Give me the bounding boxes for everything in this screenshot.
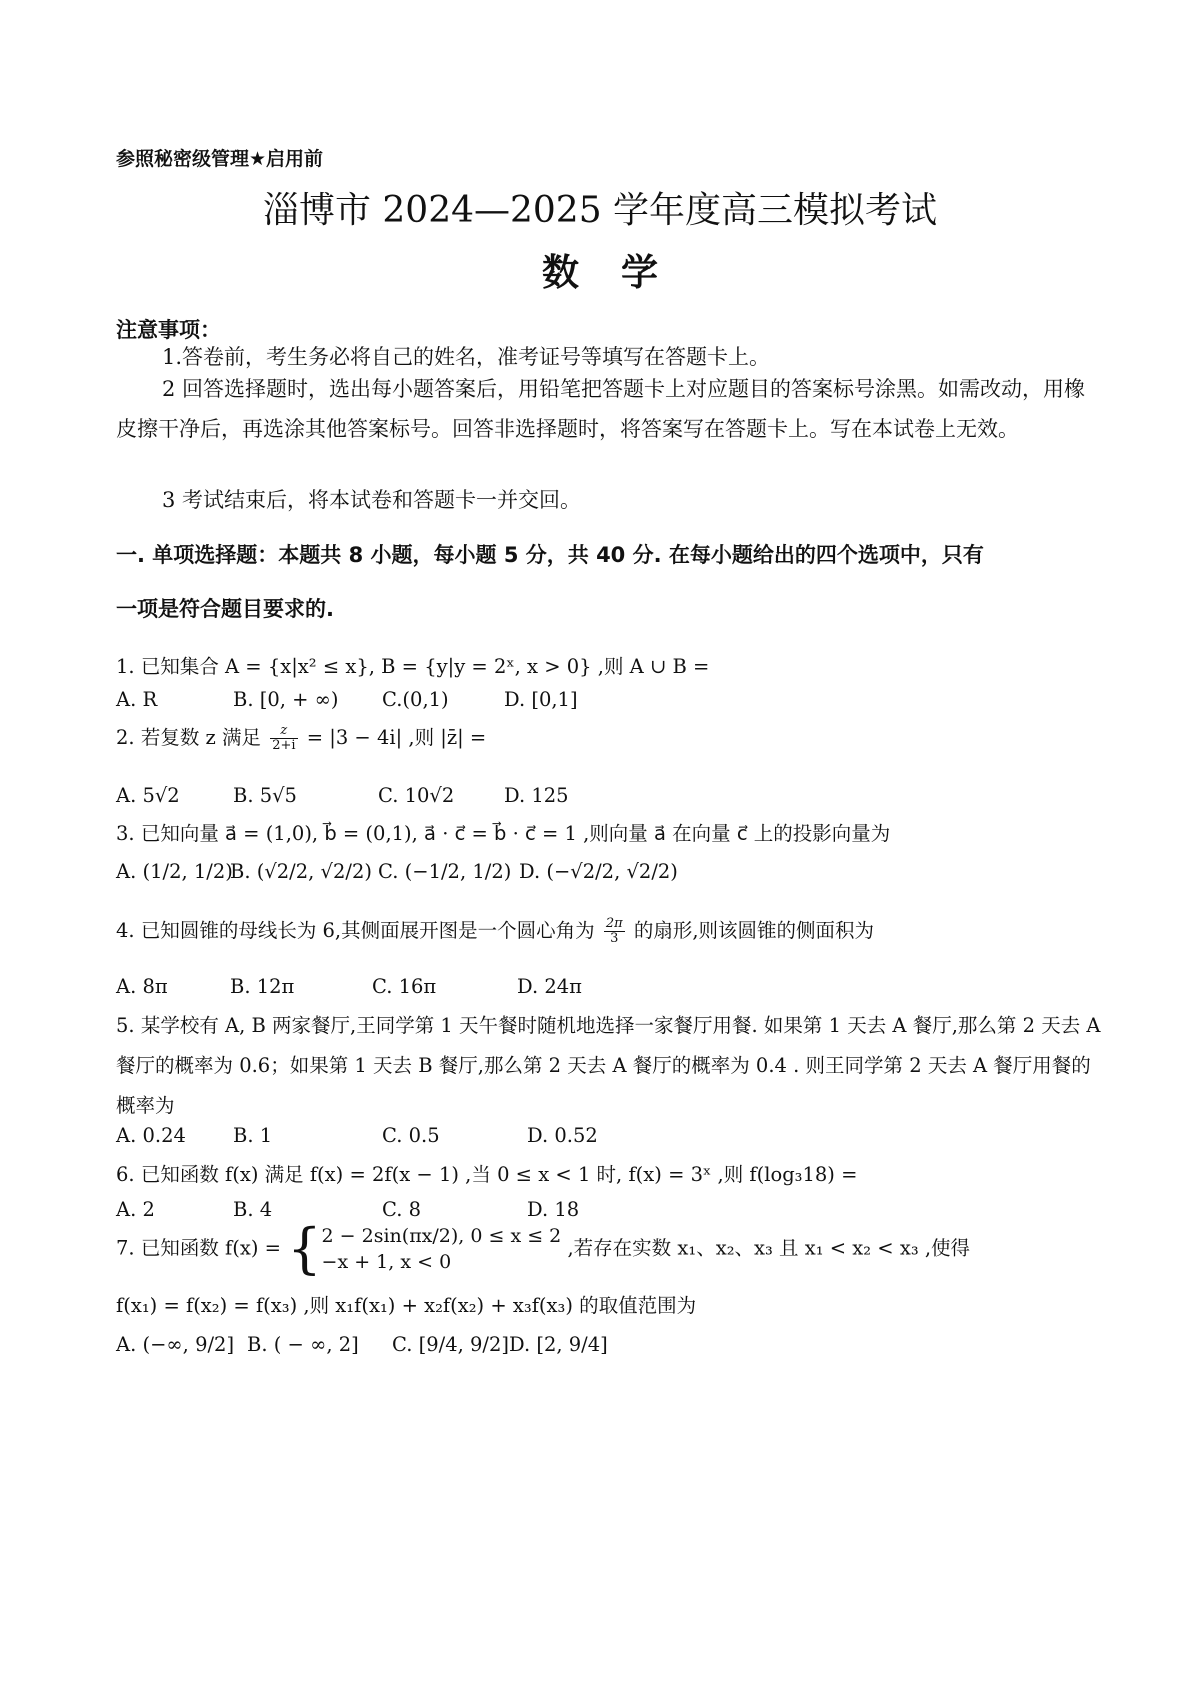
exam-title: 淄博市 2024—2025 学年度高三模拟考试 (262, 190, 938, 231)
question-number: 7. (116, 1236, 135, 1260)
option-a: A. 2 (116, 1198, 155, 1221)
option-c: C. 10√2 (378, 784, 455, 807)
option-d: D. [0,1] (504, 688, 578, 711)
option-d: D. (−√2/2, √2/2) (519, 860, 678, 883)
case-1: 2 − 2sin(πx/2), 0 ≤ x ≤ 2 (321, 1225, 562, 1247)
option-a: A. (1/2, 1/2) (116, 860, 233, 883)
option-b: B. [0, + ∞) (233, 688, 339, 711)
subject-title: 数学 (542, 250, 700, 294)
case-2: −x + 1, x < 0 (321, 1251, 452, 1273)
section-heading-line1: 一. 单项选择题：本题共 8 小题，每小题 5 分，共 40 分. 在每小题给出的四个选项中，只有 (116, 543, 984, 567)
option-b: B. 12π (230, 975, 295, 998)
notes-heading: 注意事项： (116, 318, 221, 342)
question-stem-part1: 已知函数 f(x) = (140, 1236, 281, 1260)
question-number: 4. (116, 919, 135, 942)
question-stem: 某学校有 A, B 两家餐厅,王同学第 1 天午餐时随机地选择一家餐厅用餐. 如果第 1 天去 A 餐厅,那么第 2 天去 A 餐厅的概率为 0.6；如果第 1 天去 B 餐厅,那么第 2 天去 A 餐厅的概率为 0.4 . 则王同学第 2 天去 A 餐厅用餐的概率为 (116, 1014, 1101, 1117)
option-a: A. 5√2 (116, 784, 180, 807)
question-number: 6. (116, 1163, 135, 1186)
option-c: C.(0,1) (382, 688, 449, 711)
option-d: D. 125 (504, 784, 569, 807)
option-d: D. [2, 9/4] (509, 1333, 608, 1356)
option-a: A. R (116, 688, 158, 711)
question-6 (116, 1159, 857, 1187)
question-number: 5. (116, 1014, 135, 1037)
option-c: C. [9/4, 9/2] (392, 1333, 509, 1356)
question-7-continued: f(x₁) = f(x₂) = f(x₃) ,则 x₁f(x₁) + x₂f(x₂) + x₃f(x₃) 的取值范围为 (116, 1294, 697, 1317)
note-item-1: 1.答卷前，考生务必将自己的姓名，准考证号等填写在答题卡上。 (162, 345, 771, 369)
question-stem: 已知向量 a⃗ = (1,0), b⃗ = (0,1), a⃗ · c⃗ = b⃗ · c⃗ = 1 ,则向量 a⃗ 在向量 c⃗ 上的投影向量为 (140, 822, 891, 845)
option-b: B. 5√5 (233, 784, 297, 807)
note-item-2: 2 回答选择题时，选出每小题答案后，用铅笔把答题卡上对应题目的答案标号涂黑。如需改动，用橡皮擦干净后，再选涂其他答案标号。回答非选择题时，将答案写在答题卡上。写在本试卷上无效。 (116, 377, 1086, 441)
option-d: D. 0.52 (527, 1124, 598, 1147)
question-stem: 已知函数 f(x) 满足 f(x) = 2f(x − 1) ,当 0 ≤ x < 1 时, f(x) = 3ˣ ,则 f(log₃18) = (140, 1163, 858, 1186)
piecewise-brace: { (287, 1217, 322, 1280)
option-a: A. 0.24 (116, 1124, 186, 1147)
option-a: A. (−∞, 9/2] (116, 1333, 235, 1356)
question-number: 2. (116, 726, 135, 749)
question-stem-part2: ,若存在实数 x₁、x₂、x₃ 且 x₁ < x₂ < x₃ ,使得 (567, 1236, 971, 1260)
question-stem: 已知集合 A = {x|x² ≤ x}, B = {y|y = 2ˣ, x > 0} ,则 A ∪ B = (140, 655, 710, 678)
option-c: C. 0.5 (382, 1124, 440, 1147)
secret-level-note: 参照秘密级管理★启用前 (116, 148, 324, 170)
question-stem-part1: 若复数 z 满足 (140, 726, 261, 749)
option-d: D. 18 (527, 1198, 580, 1221)
option-d: D. 24π (517, 975, 582, 998)
question-5 (116, 1006, 1101, 1126)
fraction: $\frac{z}{2+i}$ (272, 723, 296, 753)
option-b: B. 1 (233, 1124, 273, 1147)
question-2 (116, 722, 486, 753)
question-stem-part2: = |3 − 4i| ,则 |z̄| = (306, 726, 487, 749)
question-1 (116, 651, 709, 679)
option-c: C. 8 (382, 1198, 422, 1221)
option-b: B. (√2/2, √2/2) (230, 860, 372, 883)
piecewise-cases (322, 1223, 562, 1275)
question-4 (116, 915, 874, 946)
question-number: 3. (116, 822, 135, 845)
question-3 (116, 818, 890, 846)
section-heading-line2: 一项是符合题目要求的. (116, 597, 334, 621)
question-7 (116, 1217, 971, 1280)
option-c: C. (−1/2, 1/2) (378, 860, 512, 883)
note-item-3: 3 考试结束后，将本试卷和答题卡一并交回。 (162, 488, 582, 512)
option-b: B. 4 (233, 1198, 273, 1221)
question-stem-part1: 已知圆锥的母线长为 6,其侧面展开图是一个圆心角为 (140, 919, 595, 942)
option-a: A. 8π (116, 975, 168, 998)
fraction: $\frac{2\pi}{3}$ (605, 916, 623, 946)
question-stem-part2: 的扇形,则该圆锥的侧面积为 (633, 919, 875, 942)
option-b: B. ( − ∞, 2] (247, 1333, 359, 1356)
question-number: 1. (116, 655, 135, 678)
option-c: C. 16π (372, 975, 437, 998)
